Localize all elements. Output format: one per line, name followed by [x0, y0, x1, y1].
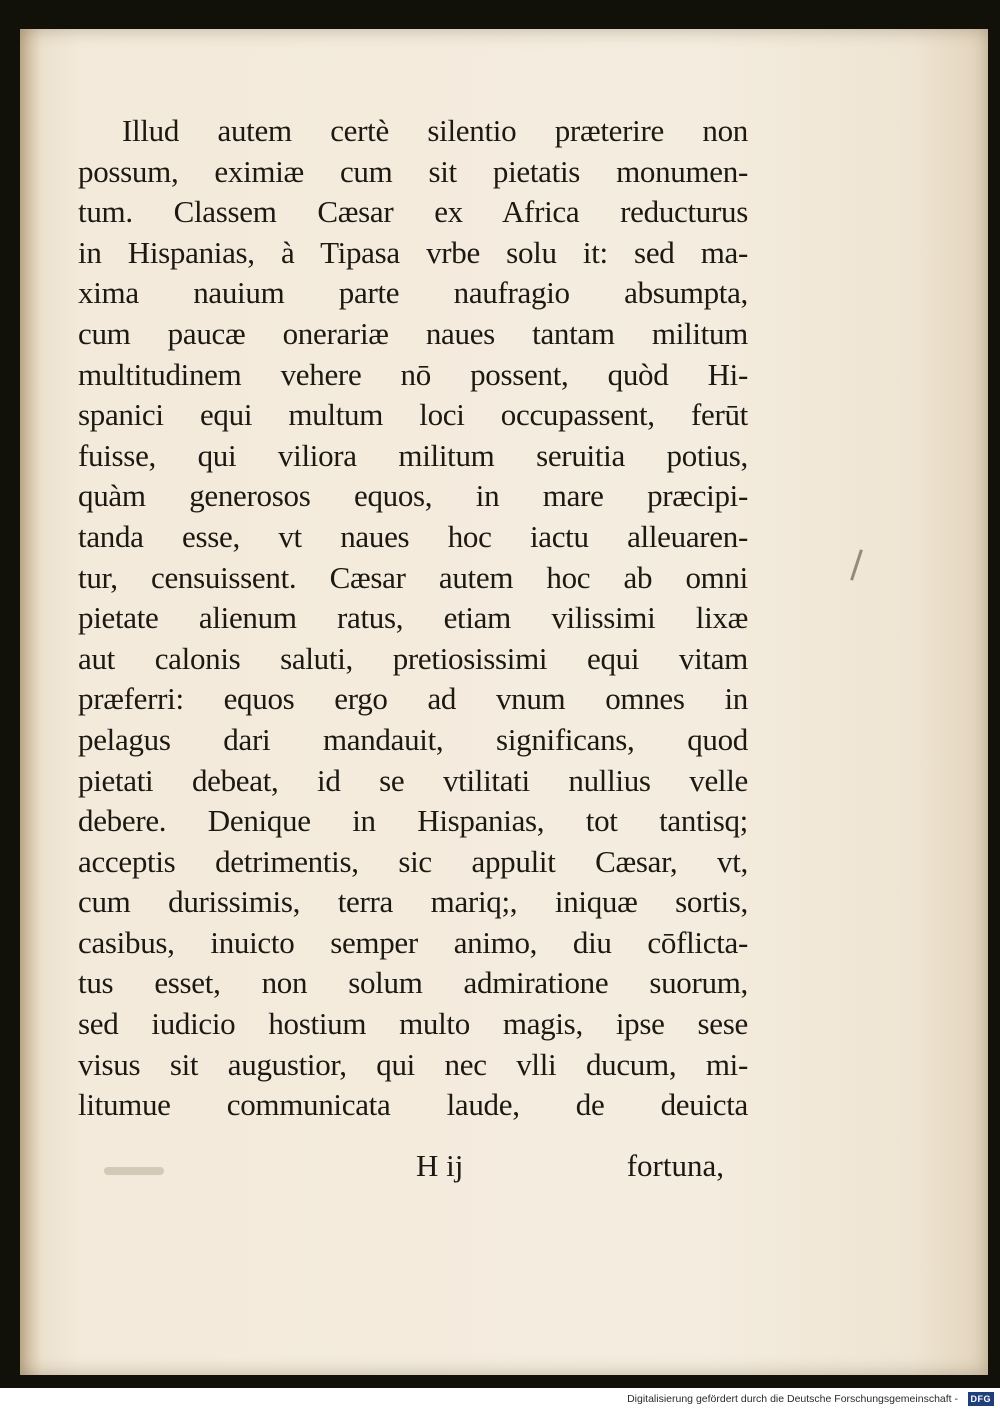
- paper-stain: [850, 549, 863, 580]
- text-line: casibus, inuicto semper animo, diu cōflicta-: [78, 924, 748, 960]
- text-line: tus esset, non solum admiratione suorum,: [78, 965, 748, 1001]
- text-line: cum paucæ onerariæ naues tantam militum: [78, 315, 748, 351]
- text-line: acceptis detrimentis, sic appulit Cæsar, vt,: [78, 843, 748, 879]
- book-page: [20, 29, 988, 1375]
- text-line: pietati debeat, id se vtilitati nullius velle: [78, 762, 748, 798]
- text-line: quàm generosos equos, in mare præcipi-: [78, 478, 748, 514]
- text-line: in Hispanias, à Tipasa vrbe solu it: sed ma-: [78, 234, 748, 270]
- text-line: visus sit augustior, qui nec vlli ducum, mi-: [78, 1046, 748, 1082]
- signature-mark: H ij: [416, 1148, 464, 1183]
- text-line: fuisse, qui viliora militum seruitia potius,: [78, 437, 748, 473]
- catchword: fortuna,: [626, 1148, 724, 1183]
- text-line: spanici equi multum loci occupassent, ferūt: [78, 397, 748, 433]
- text-line: debere. Denique in Hispanias, tot tantisq;: [78, 803, 748, 839]
- text-line: tur, censuissent. Cæsar autem hoc ab omni: [78, 559, 748, 595]
- page-footer: [78, 1144, 748, 1188]
- text-line: pietate alienum ratus, etiam vilissimi lixæ: [78, 600, 748, 636]
- text-line: tum. Classem Cæsar ex Africa reducturus: [78, 194, 748, 230]
- text-line: præferri: equos ergo ad vnum omnes in: [78, 681, 748, 717]
- text-line: sed iudicio hostium multo magis, ipse sese: [78, 1006, 748, 1042]
- text-line: multitudinem vehere nō possent, quòd Hi-: [78, 356, 748, 392]
- text-line: litumue communicata laude, de deuicta: [78, 1087, 748, 1123]
- dfg-logo-icon: DFG: [968, 1392, 995, 1406]
- text-line: pelagus dari mandauit, significans, quod: [78, 721, 748, 757]
- ink-smudge: [104, 1167, 164, 1175]
- credit-bar: [0, 1388, 1000, 1411]
- credit-text: Digitalisierung gefördert durch die Deutsche Forschungsgemeinschaft -: [627, 1393, 958, 1405]
- text-line: cum durissimis, terra mariq;, iniquæ sortis,: [78, 884, 748, 920]
- text-line: possum, eximiæ cum sit pietatis monumen-: [78, 153, 748, 189]
- text-line: aut calonis saluti, pretiosissimi equi vitam: [78, 640, 748, 676]
- text-line: tanda esse, vt naues hoc iactu alleuaren-: [78, 518, 748, 554]
- text-line: xima nauium parte naufragio absumpta,: [78, 275, 748, 311]
- page-text: [78, 111, 748, 1126]
- text-line: Illud autem certè silentio præterire non: [122, 113, 748, 148]
